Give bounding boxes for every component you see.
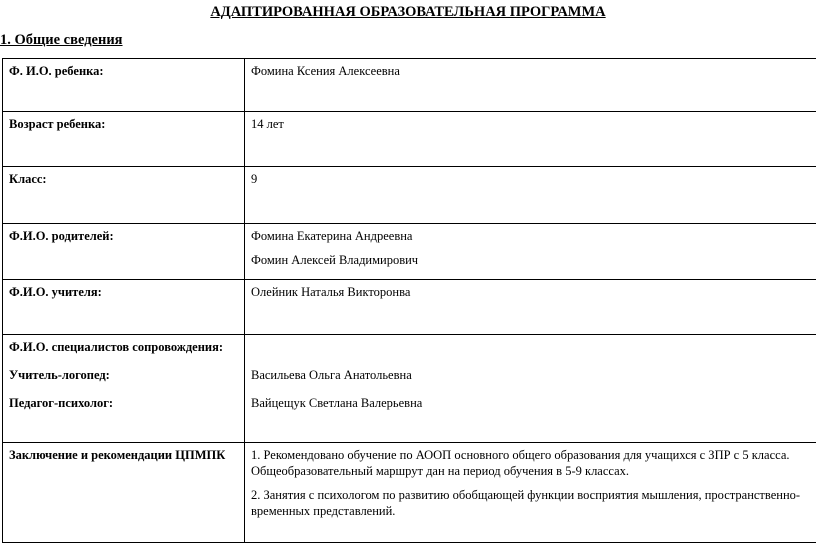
speech-therapist-label: Учитель-логопед:	[9, 367, 238, 383]
child-age-label: Возраст ребенка:	[3, 112, 245, 167]
recommendation-item: 1. Рекомендовано обучение по АООП основного общего образования для учащихся с ЗПР с 5 класса. Общеобразовательный маршрут дан на период обучения в 5-9 классах.	[251, 447, 816, 479]
recommendations-value-cell	[245, 443, 816, 543]
specialists-label: Ф.И.О. специалистов сопровождения:	[9, 339, 238, 355]
speech-therapist-name: Васильева Ольга Анатольевна	[251, 367, 816, 383]
section-heading: 1. Общие сведения	[0, 32, 123, 49]
parents-value-cell	[245, 224, 816, 280]
specialists-value-cell	[245, 335, 816, 443]
table-row-child-age	[3, 112, 816, 167]
specialists-cell	[3, 335, 245, 443]
table-row-child-name	[3, 59, 816, 112]
parents-label: Ф.И.О. родителей:	[3, 224, 245, 280]
table-row-recommendations	[3, 443, 816, 543]
class-label: Класс:	[3, 167, 245, 224]
child-age-value: 14 лет	[245, 112, 816, 167]
psychologist-name: Вайцещук Светлана Валерьевна	[251, 395, 816, 411]
document-title: АДАПТИРОВАННАЯ ОБРАЗОВАТЕЛЬНАЯ ПРОГРАММА	[0, 4, 816, 21]
recommendation-item: 2. Занятия с психологом по развитию обобщающей функции восприятия мышления, пространственно-временных представлений.	[251, 487, 816, 519]
general-info-table	[2, 58, 816, 543]
child-name-label: Ф. И.О. ребенка:	[3, 59, 245, 112]
class-value: 9	[245, 167, 816, 224]
psychologist-label: Педагог-психолог:	[9, 395, 238, 411]
table-row-specialists	[3, 335, 816, 443]
parent-father-name: Фомин Алексей Владимирович	[251, 252, 816, 268]
table-row-class	[3, 167, 816, 224]
teacher-label: Ф.И.О. учителя:	[3, 280, 245, 335]
teacher-value: Олейник Наталья Викторонва	[245, 280, 816, 335]
table-row-parents	[3, 224, 816, 280]
recommendations-label: Заключение и рекомендации ЦПМПК	[3, 443, 245, 543]
table-row-teacher	[3, 280, 816, 335]
child-name-value: Фомина Ксения Алексеевна	[245, 59, 816, 112]
parent-mother-name: Фомина Екатерина Андреевна	[251, 228, 816, 244]
